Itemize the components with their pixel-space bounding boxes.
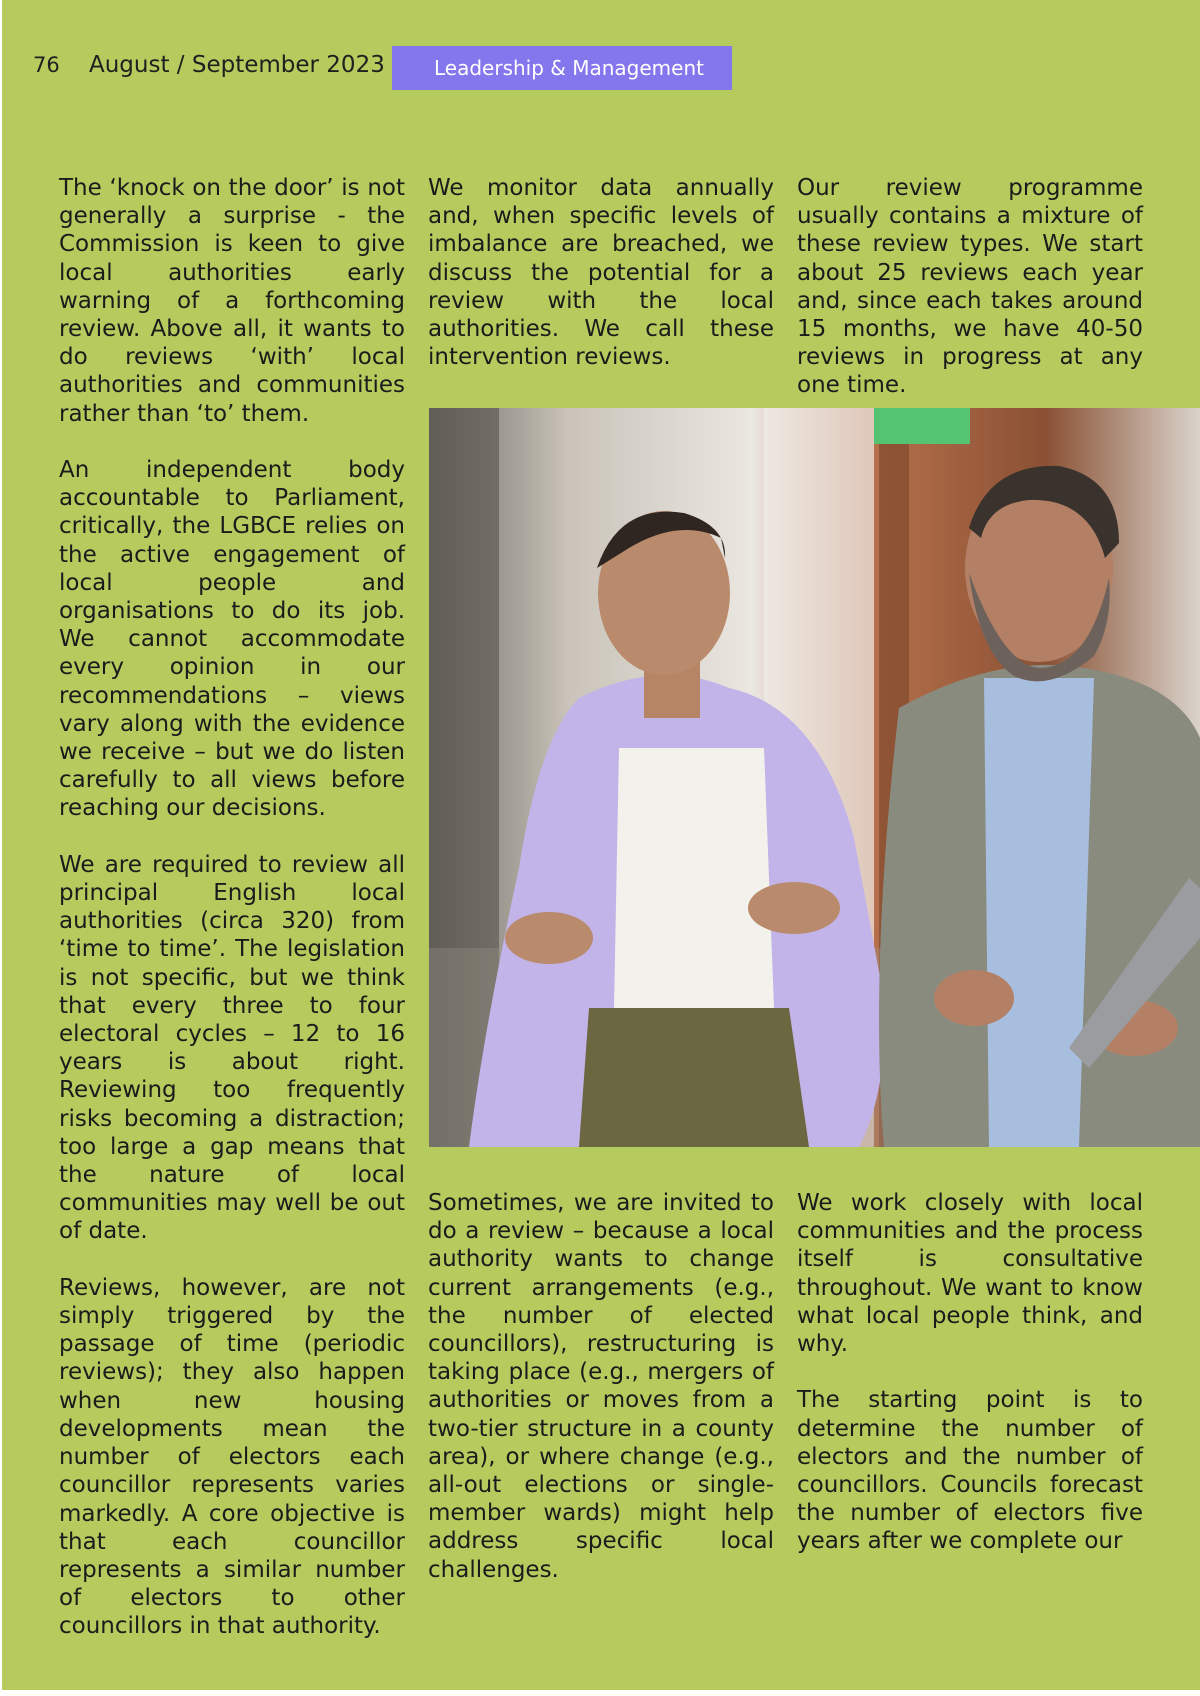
issue-date: August / September 2023 <box>89 52 385 78</box>
paragraph: We monitor data annually and, when specific levels of imbalance are breached, we discuss the potential for a review with the local authorities. We call these intervention reviews. <box>428 175 774 371</box>
paragraph: Our review programme usually contains a mixture of these review types. We start about 25 reviews each year and, since each takes around 15 months, we have 40-50 reviews in progress at any one time. <box>797 175 1143 399</box>
paragraph: Sometimes, we are invited to do a review – because a local authority wants to change current arrangements (e.g., the number of elected councillors), restructuring is taking place (e.g., mergers of authorities or moves from a two-tier structure in a county area), or where change (e.g., all-out elections or single-member wards) might help address specific local challenges. <box>428 1190 774 1583</box>
article-photo <box>429 408 1200 1147</box>
section-label: Leadership & Management <box>434 56 704 80</box>
paragraph: The ‘knock on the door’ is not generally a surprise - the Commission is keen to give local authorities early warning of a forthcoming review. Above all, it wants to do reviews ‘with’ local authorities and communities rather than ‘to’ them. <box>59 175 405 427</box>
article-column-left <box>59 174 405 1641</box>
paragraph: The starting point is to determine the number of electors and the number of councillors. Councils forecast the number of electors five years after we complete our <box>797 1387 1143 1555</box>
paragraph: We are required to review all principal English local authorities (circa 320) from ‘time to time’. The legislation is not specific, but we think that every three to four electoral cycles – 12 to 16 years is about right. Reviewing too frequently risks becoming a distraction; too large a gap means that the nature of local communities may well be out of date. <box>59 851 405 1245</box>
paragraph: An independent body accountable to Parliament, critically, the LGBCE relies on the active engagement of local people and organisations to do its job. We cannot accommodate every opinion in our recommendations – views vary along with the evidence we receive – but we do listen carefully to all views before reaching our decisions. <box>59 457 405 822</box>
article-column-middle-bottom <box>428 1189 774 1584</box>
paragraph: We work closely with local communities and the process itself is consultative throughout. We want to know what local people think, and why. <box>797 1190 1143 1358</box>
page-number: 76 <box>33 53 60 77</box>
paragraph: Reviews, however, are not simply triggered by the passage of time (periodic reviews); they also happen when new housing developments mean the number of electors each councillor represents varies markedly. A core objective is that each councillor represents a similar number of electors to other councillors in that authority. <box>59 1274 405 1640</box>
article-column-middle-top <box>428 174 774 371</box>
article-column-right-top <box>797 174 1143 400</box>
magazine-page <box>2 0 1200 1690</box>
article-column-right-bottom <box>797 1189 1143 1556</box>
section-tab <box>392 46 732 90</box>
